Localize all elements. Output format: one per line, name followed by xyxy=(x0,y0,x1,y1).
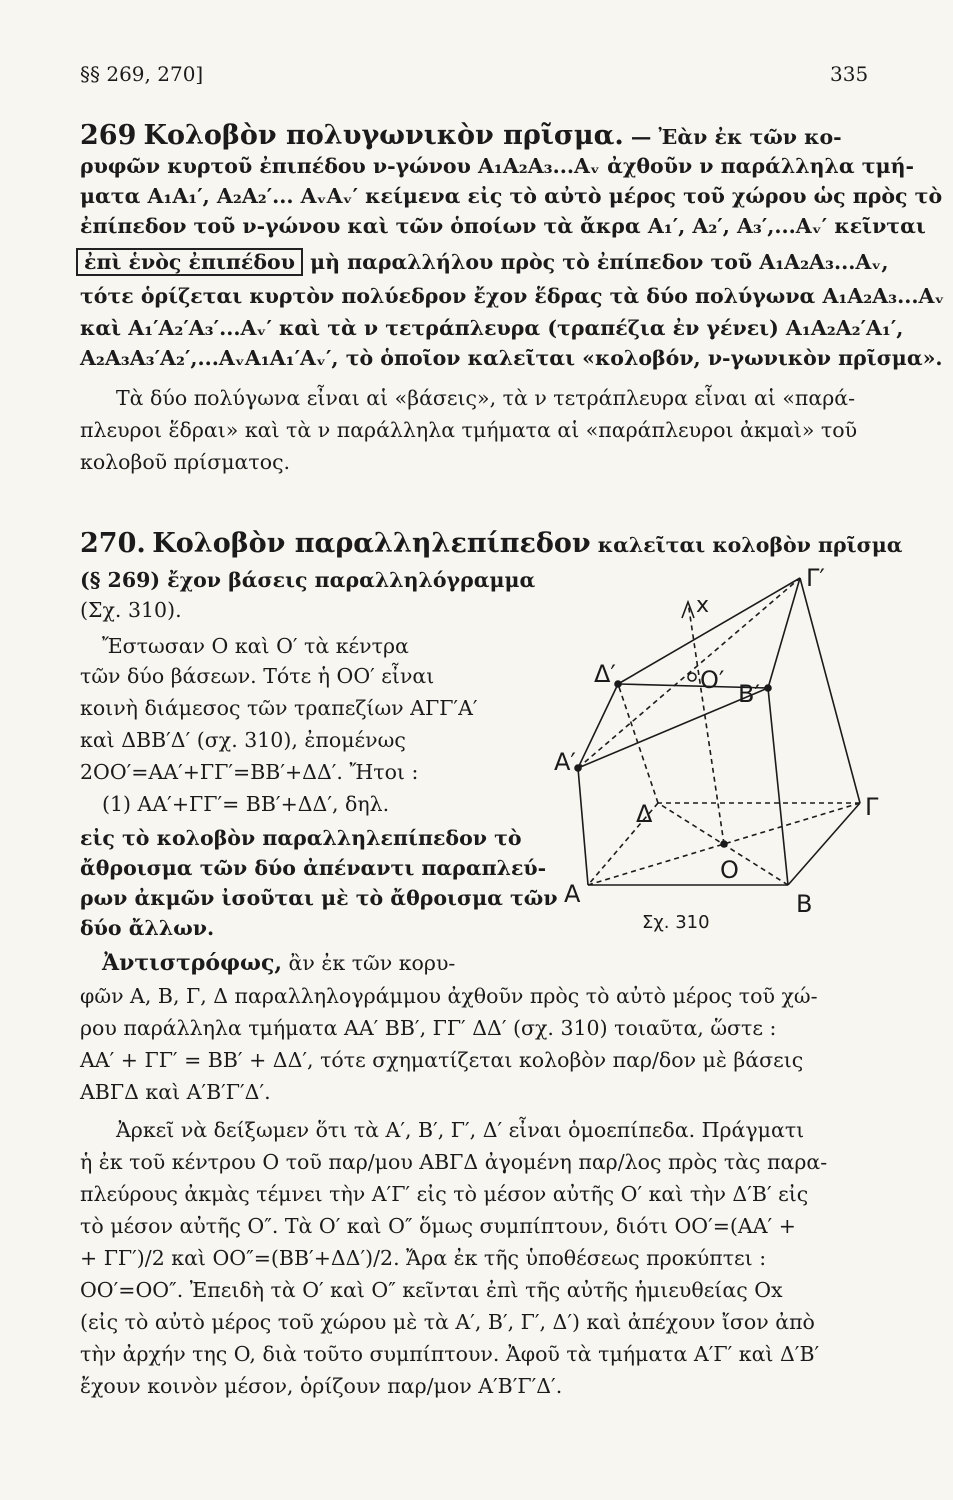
edge-BG xyxy=(788,803,860,885)
sec269-p2-line3: κολοβοῦ πρίσματος. xyxy=(80,450,291,474)
sec270-line10: εἰς τὸ κολοβὸν παραλληλεπίπεδον τὸ xyxy=(80,826,522,850)
sec270-line11: ἄθροισμα τῶν δύο ἀπέναντι παραπλεύ- xyxy=(80,856,547,880)
sec270-p3-line3: πλεύρους ἀκμὰς τέμνει τὴν Α′Γ′ εἰς τὸ μέσον αὐτῆς O′ καὶ τὴν Δ′Β′ εἰς xyxy=(80,1182,809,1206)
sec269-line4: ἐπίπεδον τοῦ ν-γώνου καὶ τῶν ὁποίων τὰ ἄκρα A₁′, A₂′, A₃′,...Aᵥ′ κεῖνται xyxy=(80,214,926,238)
sec269-line1 xyxy=(80,122,875,149)
sec270-line5: τῶν δύο βάσεων. Τότε ἡ OO′ εἶναι xyxy=(80,664,435,688)
label-D: Δ xyxy=(636,800,653,828)
sec269-line7: καὶ A₁′A₂′A₃′...Aᵥ′ καὶ τὰ ν τετράπλευρα (τραπέζια ἐν γένει) A₁A₂A₂′A₁′, xyxy=(80,316,904,340)
point-Ap xyxy=(575,765,581,771)
sec270-line14 xyxy=(80,952,522,974)
sec270-p3-line8: τὴν ἀρχήν της O, διὰ τοῦτο συμπίπτουν. Ἀφοῦ τὰ τμήματα Α′Γ′ καὶ Δ′Β′ xyxy=(80,1342,820,1366)
sec269-line6: τότε ὁρίζεται κυρτὸν πολύεδρον ἔχον ἕδρας τὰ δύο πολύγωνα A₁A₂A₃...Aᵥ xyxy=(80,284,945,308)
sec270-p3-line2: ἡ ἐκ τοῦ κέντρου O τοῦ παρ/μου ΑΒΓΔ ἀγομένη παρ/λος πρὸς τὰς παρα- xyxy=(80,1150,828,1174)
sec270-number: 270. xyxy=(80,528,146,559)
label-Ap: A′ xyxy=(554,748,576,776)
sec270-p3-line7: (εἰς τὸ αὐτὸ μέρος τοῦ χώρου μὲ τὰ A′, B′, Γ′, Δ′) καὶ ἀπέχουν ἴσον ἀπὸ xyxy=(80,1310,815,1334)
sec270-line15: φῶν A, B, Γ, Δ παραλληλογράμμου ἀχθοῦν πρὸς τὸ αὐτὸ μέρος τοῦ χώ- xyxy=(80,984,818,1008)
sec270-line1 xyxy=(80,528,903,559)
axis-Ox xyxy=(688,602,724,844)
sec270-line7: καὶ ΔΒΒ′Δ′ (σχ. 310), ἐπομένως xyxy=(80,728,406,752)
label-Gp: Γ′ xyxy=(806,564,825,592)
label-O: O xyxy=(720,856,739,884)
figure-caption: Σχ. 310 xyxy=(642,912,710,933)
edge-BBp xyxy=(768,688,788,885)
sec270-line9: (1) AA′+ΓΓ′= BB′+ΔΔ′, δηλ. xyxy=(102,792,390,816)
label-x: x xyxy=(696,593,710,618)
sec270-line8: 2OO′=AA′+ΓΓ′=BB′+ΔΔ′. Ἤτοι : xyxy=(80,760,419,784)
sec269-line2: ρυφῶν κυρτοῦ ἐπιπέδου ν-γώνου A₁A₂A₃...Aᵥ ἀχθοῦν ν παράλληλα τμή- xyxy=(80,154,915,178)
label-Op: O′ xyxy=(700,666,725,694)
sec269-line1-rest: — Ἐὰν ἐκ τῶν κο- xyxy=(630,125,842,149)
sec270-p3-line6: OO′=OO″. Ἐπειδὴ τὰ O′ καὶ O″ κεῖνται ἐπὶ τῆς αὐτῆς ἡμιευθείας Ox xyxy=(80,1278,783,1302)
page-number: 335 xyxy=(830,62,869,86)
sec270-p3-line5: + ΓΓ′)/2 καὶ OO″=(BB′+ΔΔ′)/2. Ἄρα ἐκ τῆς ὑποθέσεως προκύπτει : xyxy=(80,1246,767,1270)
converse-rest: ἂν ἐκ τῶν κορυ- xyxy=(282,951,456,975)
edge-DpAp xyxy=(578,684,618,768)
point-Bp xyxy=(765,685,771,691)
sec269-p2-line1: Τὰ δύο πολύγωνα εἶναι αἱ «βάσεις», τὰ ν τετράπλευρα εἶναι αἱ «παρά- xyxy=(116,386,856,410)
label-Bp: B′ xyxy=(738,680,760,708)
label-A: A xyxy=(564,880,581,908)
sec270-p3-line4: τὸ μέσον αὐτῆς O″. Τὰ O′ καὶ O″ ὅμως συμπίπτουν, διότι OO′=(AA′ + xyxy=(80,1214,796,1238)
sec270-line13: δύο ἄλλων. xyxy=(80,916,215,940)
axis-arrow xyxy=(682,602,694,618)
sec269-p2-line2: πλευροι ἕδραι» καὶ τὰ ν παράλληλα τμήματα αἱ «παράπλευροι ἀκμαὶ» τοῦ xyxy=(80,418,858,442)
sec269-line5-rest: μὴ παραλλήλου πρὸς τὸ ἐπίπεδον τοῦ A₁A₂A₃...Aᵥ, xyxy=(302,250,889,274)
sec269-line8: A₂A₃A₃′A₂′,...AᵥA₁A₁′Aᵥ′, τὸ ὁποῖον καλεῖται «κολοβόν, ν-γωνικὸν πρῖσμα». xyxy=(80,346,943,370)
sec269-line3: ματα A₁A₁′, A₂A₂′... AᵥAᵥ′ κείμενα εἰς τὸ αὐτὸ μέρος τοῦ χώρου ὡς πρὸς τὸ xyxy=(80,184,943,208)
label-Dp: Δ′ xyxy=(594,660,616,688)
sec270-line12: ρων ἀκμῶν ἰσοῦται μὲ τὸ ἄθροισμα τῶν xyxy=(80,886,558,910)
sec270-p3-line1: Ἀρκεῖ νὰ δείξωμεν ὅτι τὰ A′, B′, Γ′, Δ′ εἶναι ὁμοεπίπεδα. Πράγματι xyxy=(116,1118,805,1142)
point-Op xyxy=(688,673,696,681)
sec270-p3-line9: ἔχουν κοινὸν μέσον, ὁρίζουν παρ/μον Α′Β′Γ′Δ′. xyxy=(80,1374,563,1398)
sec270-line3: (Σχ. 310). xyxy=(80,598,182,622)
edge-AAp xyxy=(578,768,588,885)
sec269-title: Κολοβὸν πολυγωνικὸν πρῖσμα. xyxy=(143,120,624,151)
sec270-line4: Ἔστωσαν O καὶ O′ τὰ κέντρα xyxy=(102,634,409,658)
point-O xyxy=(721,841,727,847)
sec270-line18: ΑΒΓΔ καὶ Α′Β′Γ′Δ′. xyxy=(80,1080,271,1104)
boxed-phrase: ἐπὶ ἑνὸς ἐπιπέδου xyxy=(76,248,303,276)
label-B: B xyxy=(796,890,813,918)
sec270-line17: AA′ + ΓΓ′ = BB′ + ΔΔ′, τότε σχηματίζεται κολοβὸν παρ/δον μὲ βάσεις xyxy=(80,1048,804,1072)
sec270-line2: (§ 269) ἔχον βάσεις παραλληλόγραμμα xyxy=(80,568,536,592)
label-G: Γ xyxy=(865,793,879,821)
running-header: §§ 269, 270] xyxy=(80,62,204,86)
sec269-line5 xyxy=(80,250,889,274)
edge-GGp xyxy=(800,578,860,803)
sec270-title: Κολοβὸν παραλληλεπίπεδον xyxy=(152,528,591,559)
figure-310 xyxy=(554,560,890,940)
sec270-line6: κοινὴ διάμεσος τῶν τραπεζίων ΑΓΓ′Α′ xyxy=(80,696,478,720)
sec269-number: 269 xyxy=(80,120,137,151)
converse-title: Ἀντιστρόφως, xyxy=(102,950,283,976)
point-Dp xyxy=(615,681,621,687)
sec270-line16: ρου παράλληλα τμήματα AA′ BB′, ΓΓ′ ΔΔ′ (σχ. 310) τοιαῦτα, ὥστε : xyxy=(80,1016,777,1040)
sec270-title-rest: καλεῖται κολοβὸν πρῖσμα xyxy=(590,533,903,557)
